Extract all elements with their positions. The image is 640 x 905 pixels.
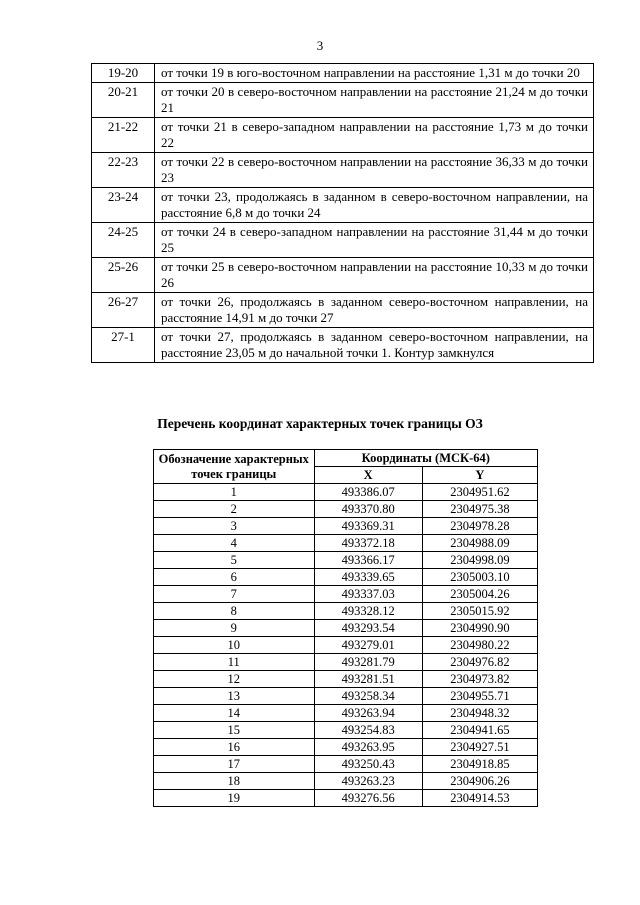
point-number: 13 <box>154 688 315 705</box>
coord-x: 493258.34 <box>314 688 422 705</box>
coord-y: 2304978.28 <box>422 518 537 535</box>
point-number: 4 <box>154 535 315 552</box>
coord-y: 2305004.26 <box>422 586 537 603</box>
segment-description: от точки 24 в северо-западном направлении на расстояние 31,44 м до точки 25 <box>155 223 594 258</box>
coord-y: 2304975.38 <box>422 501 537 518</box>
coords-table <box>153 449 538 807</box>
segment-id: 27-1 <box>92 328 155 363</box>
point-number: 18 <box>154 773 315 790</box>
header-point-name: Обозначение характерных точек границы <box>154 450 315 484</box>
point-number: 1 <box>154 484 315 501</box>
coord-x: 493276.56 <box>314 790 422 807</box>
coords-table-body <box>154 484 538 807</box>
segment-row <box>92 118 594 153</box>
segment-row <box>92 83 594 118</box>
coord-x: 493337.03 <box>314 586 422 603</box>
page-number: 3 <box>316 38 324 53</box>
coord-x: 493254.83 <box>314 722 422 739</box>
coords-row <box>154 501 538 518</box>
header-x: X <box>314 467 422 484</box>
segment-id: 20-21 <box>92 83 155 118</box>
coord-y: 2304918.85 <box>422 756 537 773</box>
point-number: 8 <box>154 603 315 620</box>
coord-x: 493366.17 <box>314 552 422 569</box>
segment-description: от точки 25 в северо-восточном направлении на расстояние 10,33 м до точки 26 <box>155 258 594 293</box>
coord-y: 2304941.65 <box>422 722 537 739</box>
coord-y: 2304973.82 <box>422 671 537 688</box>
coords-row <box>154 756 538 773</box>
coords-row <box>154 739 538 756</box>
segment-description: от точки 27, продолжаясь в заданном северо-восточном направлении, на расстояние 23,05 м до начальной точки 1. Контур замкнулся <box>155 328 594 363</box>
coord-y: 2305015.92 <box>422 603 537 620</box>
coord-y: 2304988.09 <box>422 535 537 552</box>
coord-y: 2304927.51 <box>422 739 537 756</box>
coord-y: 2304998.09 <box>422 552 537 569</box>
segment-description: от точки 23, продолжаясь в заданном в северо-восточном направлении, на расстояние 6,8 м до точки 24 <box>155 188 594 223</box>
point-number: 12 <box>154 671 315 688</box>
segment-row <box>92 153 594 188</box>
segment-description: от точки 20 в северо-восточном направлении на расстояние 21,24 м до точки 21 <box>155 83 594 118</box>
coord-x: 493281.51 <box>314 671 422 688</box>
segment-row <box>92 64 594 83</box>
segment-description: от точки 26, продолжаясь в заданном северо-восточном направлении, на расстояние 14,91 м до точки 27 <box>155 293 594 328</box>
segment-row <box>92 258 594 293</box>
segment-row <box>92 328 594 363</box>
segment-row <box>92 223 594 258</box>
point-number: 11 <box>154 654 315 671</box>
segment-description: от точки 21 в северо-западном направлении на расстояние 1,73 м до точки 22 <box>155 118 594 153</box>
coord-x: 493263.95 <box>314 739 422 756</box>
point-number: 5 <box>154 552 315 569</box>
point-number: 6 <box>154 569 315 586</box>
coords-row <box>154 688 538 705</box>
coord-x: 493372.18 <box>314 535 422 552</box>
coords-row <box>154 790 538 807</box>
coord-y: 2304948.32 <box>422 705 537 722</box>
coord-x: 493263.23 <box>314 773 422 790</box>
coord-x: 493281.79 <box>314 654 422 671</box>
point-number: 7 <box>154 586 315 603</box>
point-number: 2 <box>154 501 315 518</box>
segment-id: 22-23 <box>92 153 155 188</box>
coords-row <box>154 484 538 501</box>
coords-row <box>154 518 538 535</box>
point-number: 14 <box>154 705 315 722</box>
segment-id: 19-20 <box>92 64 155 83</box>
coord-x: 493369.31 <box>314 518 422 535</box>
coord-y: 2304990.90 <box>422 620 537 637</box>
coord-x: 493263.94 <box>314 705 422 722</box>
coord-y: 2304914.53 <box>422 790 537 807</box>
coord-x: 493328.12 <box>314 603 422 620</box>
coords-row <box>154 569 538 586</box>
segment-id: 25-26 <box>92 258 155 293</box>
segment-description: от точки 22 в северо-восточном направлении на расстояние 36,33 м до точки 23 <box>155 153 594 188</box>
segments-table-body <box>92 64 594 363</box>
segments-table <box>91 63 594 363</box>
point-number: 15 <box>154 722 315 739</box>
coord-y: 2304955.71 <box>422 688 537 705</box>
coords-row <box>154 586 538 603</box>
coord-y: 2304906.26 <box>422 773 537 790</box>
segment-id: 26-27 <box>92 293 155 328</box>
coord-y: 2304976.82 <box>422 654 537 671</box>
segment-id: 23-24 <box>92 188 155 223</box>
coord-y: 2304980.22 <box>422 637 537 654</box>
coords-row <box>154 603 538 620</box>
point-number: 16 <box>154 739 315 756</box>
point-number: 9 <box>154 620 315 637</box>
point-number: 10 <box>154 637 315 654</box>
coords-header-row <box>154 450 538 467</box>
coords-row <box>154 671 538 688</box>
coord-x: 493386.07 <box>314 484 422 501</box>
point-number: 3 <box>154 518 315 535</box>
coords-row <box>154 654 538 671</box>
coords-row <box>154 535 538 552</box>
coord-x: 493293.54 <box>314 620 422 637</box>
coords-table-head <box>154 450 538 484</box>
coords-row <box>154 552 538 569</box>
coord-x: 493339.65 <box>314 569 422 586</box>
coords-section-title: Перечень координат характерных точек границы ОЗ <box>157 416 483 431</box>
point-number: 17 <box>154 756 315 773</box>
header-y: Y <box>422 467 537 484</box>
coords-row <box>154 620 538 637</box>
segment-id: 24-25 <box>92 223 155 258</box>
coord-x: 493250.43 <box>314 756 422 773</box>
segment-row <box>92 293 594 328</box>
segment-description: от точки 19 в юго-восточном направлении на расстояние 1,31 м до точки 20 <box>155 64 594 83</box>
segment-id: 21-22 <box>92 118 155 153</box>
coord-y: 2304951.62 <box>422 484 537 501</box>
coord-y: 2305003.10 <box>422 569 537 586</box>
header-coordinates: Координаты (МСК-64) <box>314 450 537 467</box>
coords-row <box>154 773 538 790</box>
coords-row <box>154 637 538 654</box>
coord-x: 493370.80 <box>314 501 422 518</box>
coord-x: 493279.01 <box>314 637 422 654</box>
point-number: 19 <box>154 790 315 807</box>
coords-row <box>154 722 538 739</box>
segment-row <box>92 188 594 223</box>
coords-row <box>154 705 538 722</box>
